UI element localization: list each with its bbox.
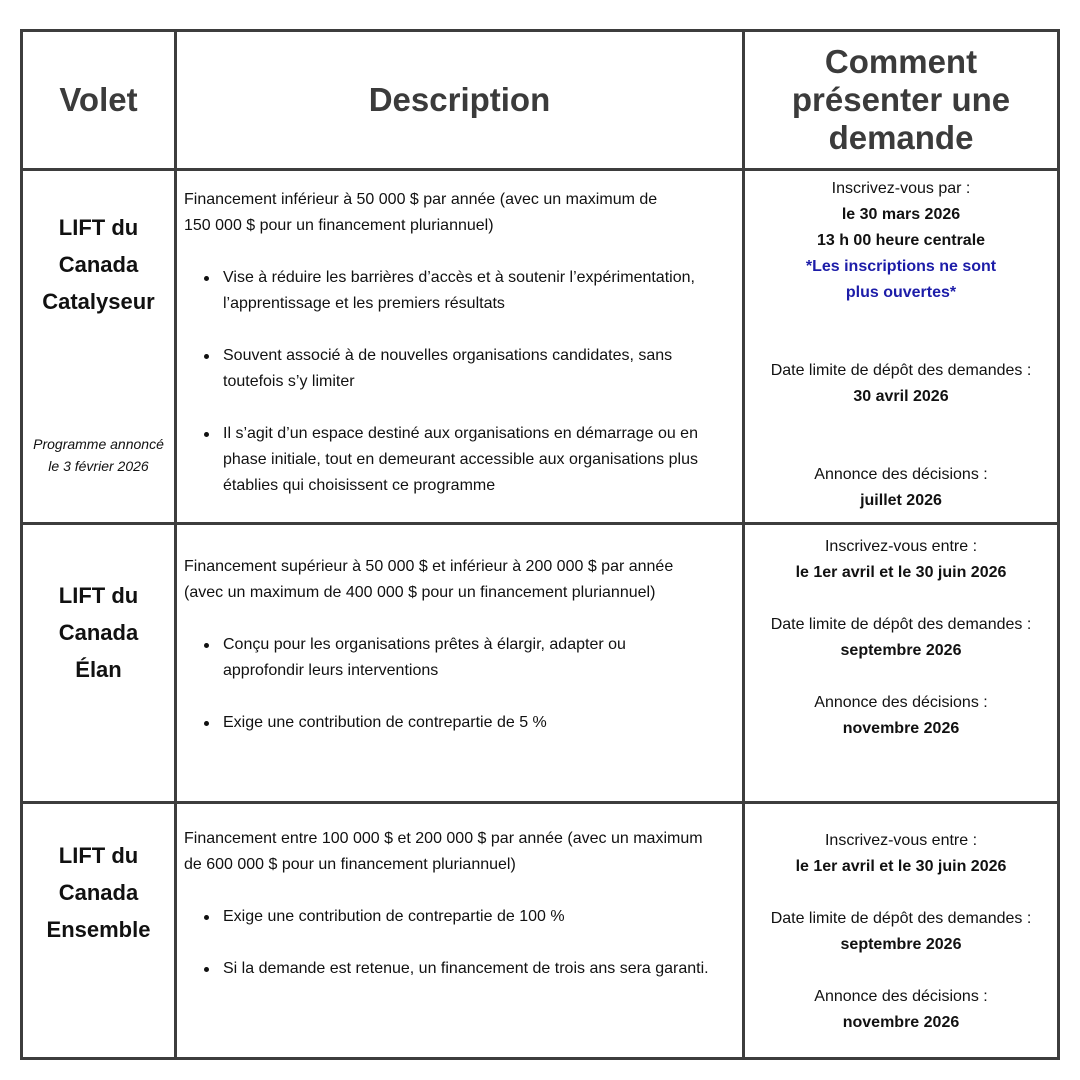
bullet-line: Vise à réduire les barrières d’accès et à soutenir l’expérimentation, — [223, 269, 695, 286]
summary-line: Financement inférieur à 50 000 $ par année (avec un maximum de — [184, 191, 658, 208]
bullet-item — [184, 632, 736, 684]
bullet-line: Exige une contribution de contrepartie de 100 % — [223, 908, 565, 925]
bullet-line: Conçu pour les organisations prêtes à élargir, adapter ou — [223, 636, 626, 653]
bullet-line: établies qui choisissent ce programme — [223, 477, 496, 494]
header-volet-text: Volet — [59, 81, 138, 118]
summary-line: Financement entre 100 000 $ et 200 000 $ par année (avec un maximum — [184, 830, 703, 847]
decision-date: juillet 2026 — [860, 492, 942, 509]
summary-line: 150 000 $ pour un financement pluriannuel) — [184, 217, 494, 234]
bullet-line: toutefois s’y limiter — [223, 373, 355, 390]
apply-cell-elan — [745, 525, 1057, 801]
bullet-icon — [204, 643, 209, 648]
summary-line: de 600 000 $ pour un financement pluriannuel) — [184, 856, 516, 873]
header-description-text: Description — [368, 81, 551, 118]
bullet-icon — [204, 354, 209, 359]
deadline-date: 30 avril 2026 — [853, 388, 949, 405]
volet-cell-elan — [23, 525, 174, 801]
bullet-icon — [204, 915, 209, 920]
header-line: Comment — [824, 43, 978, 80]
deadline-label: Date limite de dépôt des demandes : — [770, 362, 1032, 379]
bullet-item — [184, 710, 736, 736]
register-label: Inscrivez-vous entre : — [824, 538, 978, 555]
funding-summary — [184, 554, 736, 606]
volet-cell-ensemble — [23, 804, 174, 1057]
bullet-list — [184, 632, 736, 736]
note-line: Programme annoncé — [33, 436, 164, 452]
volet-name-line: LIFT du — [58, 843, 139, 868]
registration-closed-notice: *Les inscriptions ne sont — [805, 258, 997, 275]
register-date: le 1er avril et le 30 juin 2026 — [795, 858, 1007, 875]
decision-label: Annonce des décisions : — [814, 694, 988, 711]
deadline-date: septembre 2026 — [840, 642, 962, 659]
volet-name — [23, 209, 174, 320]
register-label: Inscrivez-vous par : — [831, 180, 971, 197]
bullet-line: Souvent associé à de nouvelles organisations candidates, sans — [223, 347, 673, 364]
apply-cell-ensemble — [745, 804, 1057, 1057]
volet-name-line: LIFT du — [58, 583, 139, 608]
header-volet — [23, 32, 174, 168]
bullet-icon — [204, 276, 209, 281]
volet-name-line: Élan — [75, 657, 122, 682]
volet-name-line: Ensemble — [46, 917, 151, 942]
funding-summary — [184, 187, 736, 239]
register-label: Inscrivez-vous entre : — [824, 832, 978, 849]
bullet-icon — [204, 432, 209, 437]
apply-cell-catalyseur — [745, 171, 1057, 522]
register-time: 13 h 00 heure centrale — [816, 232, 986, 249]
bullet-item — [184, 265, 736, 317]
bullet-line: Exige une contribution de contrepartie de 5 % — [223, 714, 547, 731]
decision-label: Annonce des décisions : — [814, 988, 988, 1005]
volet-name-line: LIFT du — [58, 215, 139, 240]
volet-name-line: Canada — [58, 620, 139, 645]
volet-name-line: Canada — [58, 252, 139, 277]
decision-date: novembre 2026 — [842, 1014, 960, 1031]
bullet-line: Si la demande est retenue, un financement de trois ans sera garanti. — [223, 960, 709, 977]
bullet-icon — [204, 967, 209, 972]
bullet-icon — [204, 721, 209, 726]
decision-label: Annonce des décisions : — [814, 466, 988, 483]
bullet-line: phase initiale, tout en demeurant accessible aux organisations plus — [223, 451, 698, 468]
register-date: le 1er avril et le 30 juin 2026 — [795, 564, 1007, 581]
bullet-item — [184, 343, 736, 395]
note-line: le 3 février 2026 — [48, 458, 149, 474]
description-cell-elan — [177, 525, 742, 801]
decision-date: novembre 2026 — [842, 720, 960, 737]
bullet-list — [184, 904, 736, 982]
deadline-label: Date limite de dépôt des demandes : — [770, 616, 1032, 633]
volet-cell-catalyseur — [23, 171, 174, 522]
description-cell-ensemble — [177, 804, 742, 1057]
bullet-line: l’apprentissage et les premiers résultats — [223, 295, 505, 312]
register-date: le 30 mars 2026 — [841, 206, 961, 223]
header-how-to-apply-text — [792, 43, 1010, 157]
description-cell-catalyseur — [177, 171, 742, 522]
header-description — [177, 32, 742, 168]
summary-line: Financement supérieur à 50 000 $ et inférieur à 200 000 $ par année — [184, 558, 674, 575]
bullet-item — [184, 421, 736, 499]
funding-summary — [184, 826, 736, 878]
bullet-item — [184, 904, 736, 930]
volet-name — [23, 577, 174, 688]
header-how-to-apply — [745, 32, 1057, 168]
volet-name — [23, 837, 174, 948]
deadline-date: septembre 2026 — [840, 936, 962, 953]
program-announced-note — [23, 433, 174, 477]
registration-closed-notice: plus ouvertes* — [845, 284, 957, 301]
summary-line: (avec un maximum de 400 000 $ pour un financement pluriannuel) — [184, 584, 656, 601]
bullet-item — [184, 956, 736, 982]
header-line: présenter une — [791, 81, 1011, 118]
program-table — [20, 29, 1060, 1060]
deadline-label: Date limite de dépôt des demandes : — [770, 910, 1032, 927]
bullet-line: approfondir leurs interventions — [223, 662, 439, 679]
bullet-line: Il s’agit d’un espace destiné aux organisations en démarrage ou en — [223, 425, 698, 442]
volet-name-line: Canada — [58, 880, 139, 905]
header-line: demande — [828, 119, 974, 156]
bullet-list — [184, 265, 736, 499]
volet-name-line: Catalyseur — [42, 289, 155, 314]
